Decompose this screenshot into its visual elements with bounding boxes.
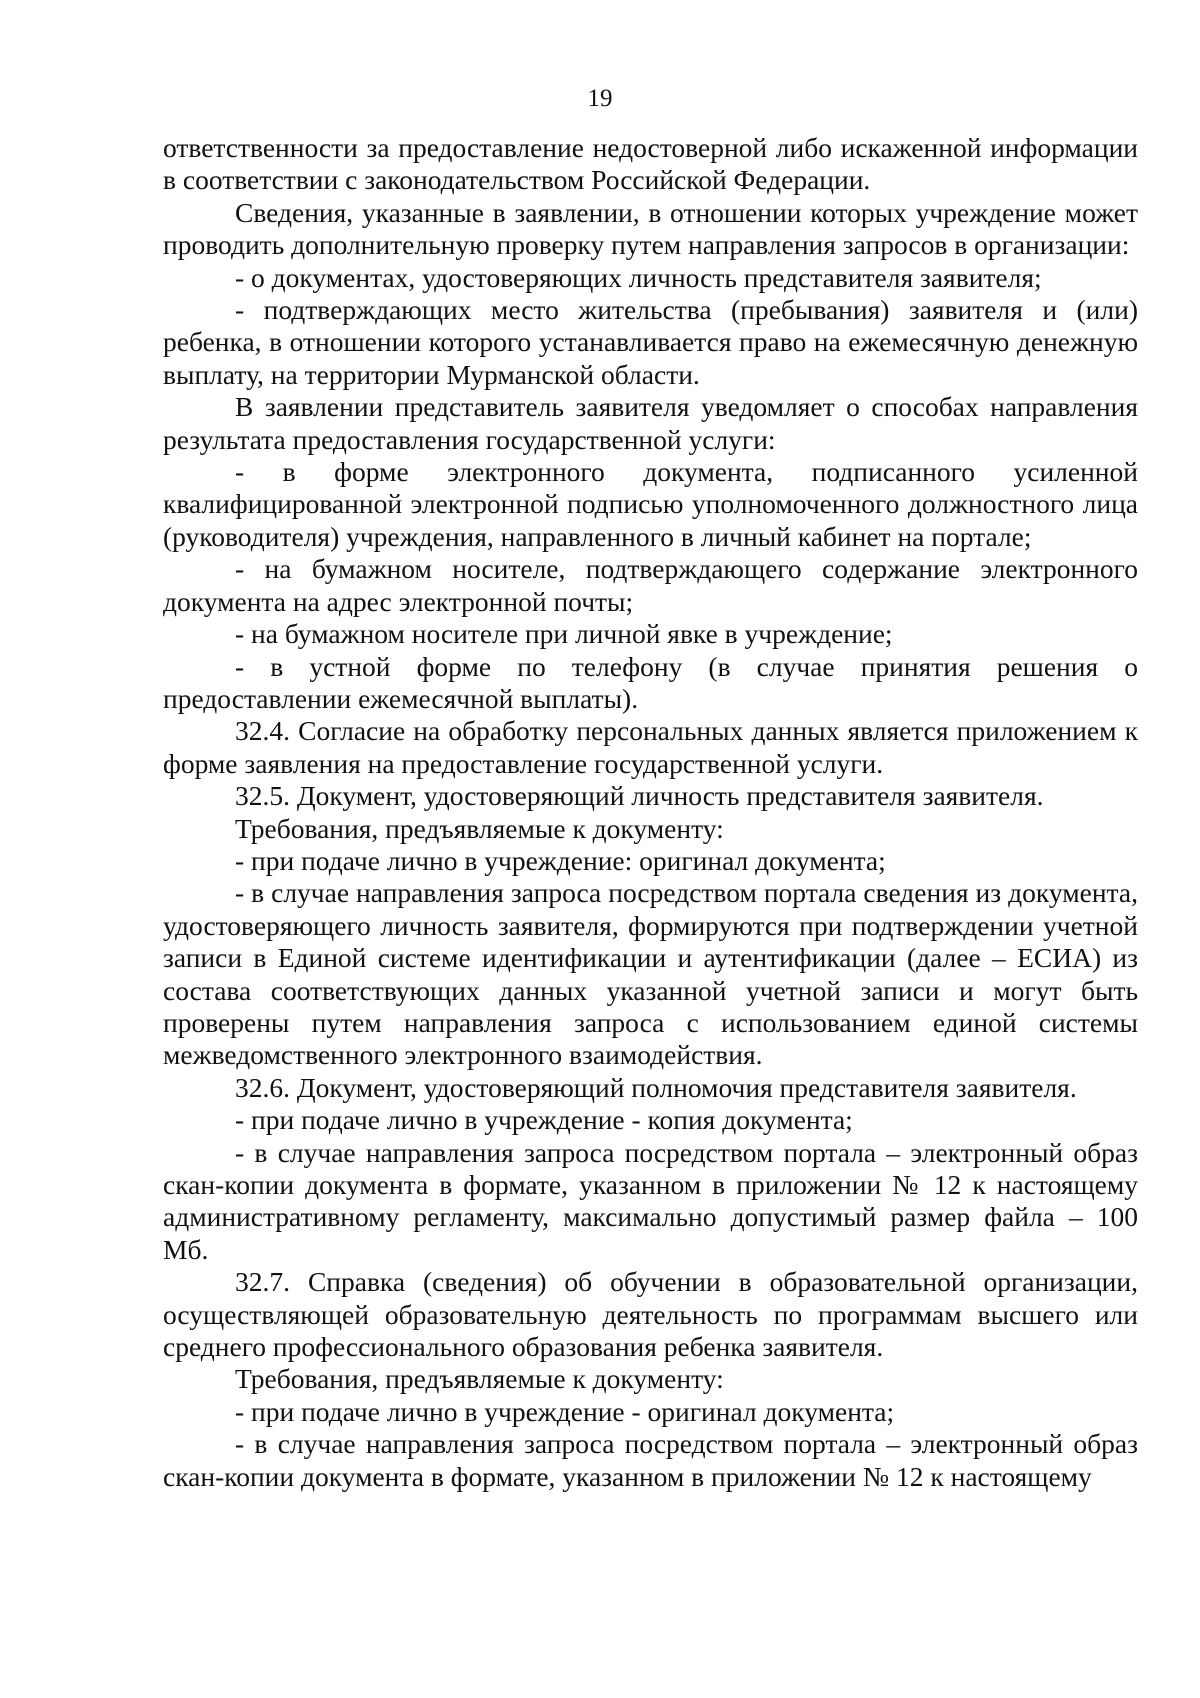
requirements-heading: Требования, предъявляемые к документу: bbox=[235, 812, 724, 844]
section-32-6: 32.6. Документ, удостоверяющий полномочия представителя заявителя. bbox=[235, 1071, 1077, 1103]
list-item-in-person-original: - при подаче лично в учреждение: оригинал документа; bbox=[235, 844, 886, 876]
list-item-paper-in-person: - на бумажном носителе при личной явке в учреждение; bbox=[235, 618, 893, 650]
page-number: 19 bbox=[587, 85, 613, 112]
list-item-in-person-original: - при подаче лично в учреждение - оригинал документа; bbox=[235, 1395, 895, 1427]
list-item-portal-scan: - в случае направления запроса посредством портала – электронный образ скан-копии документа в формате, указанном в приложении № 12 к настоящему bbox=[163, 1428, 1138, 1492]
list-item-portal-esia: - в случае направления запроса посредством портала сведения из документа, удостоверяющего личность заявителя, формируются при подтверждении учетной записи в Единой системе идентификации и аутентификации (далее – ЕСИА) из состава соответствующих данных указанной учетной записи и могут быть проверены путем направления запроса с использованием единой системы межведомственного электронного взаимодействия. bbox=[163, 877, 1138, 1071]
list-item-residence-confirmation: - подтверждающих место жительства (пребывания) заявителя и (или) ребенка, в отношении которого устанавливается право на ежемесячную денежную выплату, на территории Мурманской области. bbox=[163, 294, 1138, 390]
requirements-heading: Требования, предъявляемые к документу: bbox=[235, 1363, 724, 1395]
section-32-7: 32.7. Справка (сведения) об обучении в образовательной организации, осуществляющей образовательную деятельность по программам высшего или среднего профессионального образования ребенка заявителя. bbox=[163, 1266, 1138, 1363]
paragraph-continuation: ответственности за предоставление недостоверной либо искаженной информации в соответствии с законодательством Российской Федерации. bbox=[163, 132, 1138, 196]
list-item-portal-scan: - в случае направления запроса посредством портала – электронный образ скан-копии документа в формате, указанном в приложении № 12 к настоящему административному регламенту, максимально допустимый размер файла – 100 Мб. bbox=[163, 1136, 1138, 1265]
list-item-phone: - в устной форме по телефону (в случае принятия решения о предоставлении ежемесячной выплаты). bbox=[163, 650, 1138, 714]
list-item-paper-email: - на бумажном носителе, подтверждающего содержание электронного документа на адрес электронной почты; bbox=[163, 553, 1138, 617]
section-32-4: 32.4. Согласие на обработку персональных данных является приложением к форме заявления на предоставление государственной услуги. bbox=[163, 715, 1138, 779]
list-item-in-person-copy: - при подаче лично в учреждение - копия документа; bbox=[235, 1104, 853, 1136]
paragraph-result-delivery-methods: В заявлении представитель заявителя уведомляет о способах направления результата предоставления государственной услуги: bbox=[163, 391, 1138, 455]
paragraph-verification-info: Сведения, указанные в заявлении, в отношении которых учреждение может проводить дополнительную проверку путем направления запросов в организации: bbox=[163, 196, 1138, 261]
list-item-electronic-document: - в форме электронного документа, подписанного усиленной квалифицированной электронной подписью уполномоченного должностного лица (руководителя) учреждения, направленного в личный кабинет на портале; bbox=[163, 456, 1138, 552]
list-item-identity-documents: - о документах, удостоверяющих личность представителя заявителя; bbox=[235, 261, 1042, 293]
document-body bbox=[163, 132, 1138, 1493]
section-32-5: 32.5. Документ, удостоверяющий личность представителя заявителя. bbox=[235, 780, 1044, 812]
